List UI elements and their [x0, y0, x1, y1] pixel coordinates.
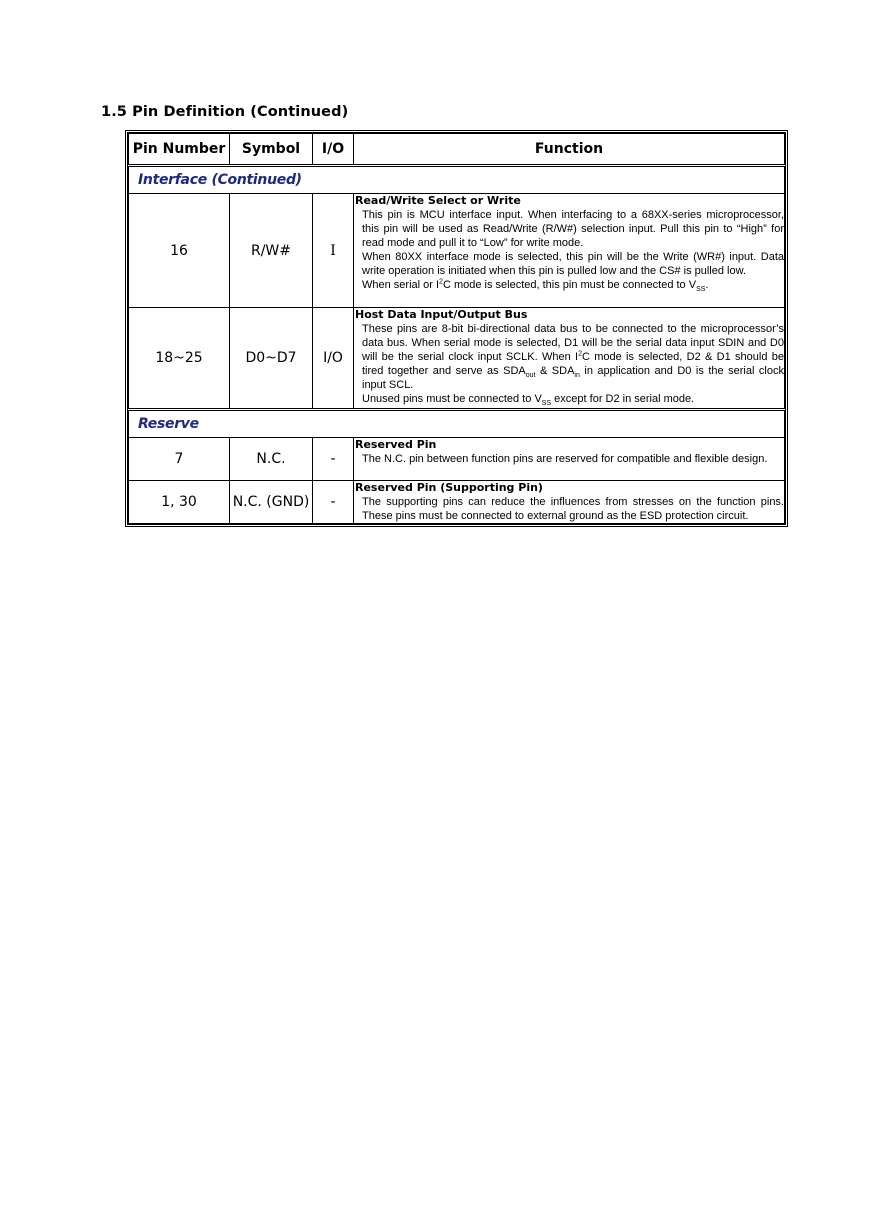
- pin-definition-table-frame: [125, 130, 788, 527]
- io-cell: I: [313, 194, 354, 308]
- function-paragraph: The N.C. pin between function pins are reserved for compatible and flexible design.: [362, 453, 768, 465]
- function-cell: [354, 481, 785, 524]
- function-paragraph: These pins are 8-bit bi-directional data bus to be connected to the microprocessor’s data bus. When serial mode is selected, D1 will be the serial data input SDIN and D0 will be the serial clock input SCLK. When $I^2C$ mode is selected, D2 & D1 should be tired together and serve as $SDA_{out}$ & $SDA_{in}$ in application and D0 is the serial clock input SCL.: [362, 323, 784, 392]
- table-header-row: [129, 134, 785, 166]
- category-row-interface: [129, 166, 785, 194]
- symbol-cell: R/W#: [230, 194, 313, 308]
- symbol-cell: D0~D7: [230, 308, 313, 410]
- function-paragraph: When 80XX interface mode is selected, this pin will be the Write (WR#) input. Data write operation is initiated when this pin is pulled low and the CS# is pulled low.: [362, 251, 784, 278]
- function-cell: [354, 438, 785, 481]
- symbol-cell: N.C.: [230, 438, 313, 481]
- function-title: Host Data Input/Output Bus: [355, 308, 528, 321]
- function-paragraph: The supporting pins can reduce the influences from stresses on the function pins. These pins must be connected to external ground as the ESD protection circuit.: [362, 496, 784, 523]
- header-function: Function: [354, 134, 785, 166]
- function-cell: [354, 194, 785, 308]
- io-cell: -: [313, 481, 354, 524]
- pin-number-cell: 18~25: [129, 308, 230, 410]
- function-paragraph: Unused pins must be connected to $V_{SS}$ except for D2 in serial mode.: [362, 393, 695, 408]
- table-row: [129, 194, 785, 308]
- io-cell: I/O: [313, 308, 354, 410]
- function-title: Reserved Pin: [355, 438, 437, 451]
- function-title: Read/Write Select or Write: [355, 194, 521, 207]
- header-pin-number: Pin Number: [129, 134, 230, 166]
- category-interface-continued: Interface (Continued): [129, 166, 785, 194]
- function-cell: [354, 308, 785, 410]
- section-title: 1.5 Pin Definition (Continued): [101, 104, 349, 120]
- pin-definition-table: [128, 133, 785, 524]
- header-io: I/O: [313, 134, 354, 166]
- pin-number-cell: 7: [129, 438, 230, 481]
- io-cell: -: [313, 438, 354, 481]
- pin-number-cell: 16: [129, 194, 230, 308]
- table-row: [129, 308, 785, 410]
- function-title: Reserved Pin (Supporting Pin): [355, 481, 543, 494]
- pin-number-cell: 1, 30: [129, 481, 230, 524]
- category-reserve: Reserve: [129, 410, 785, 438]
- function-paragraph: This pin is MCU interface input. When interfacing to a 68XX-series microprocessor, this pin will be used as Read/Write (R/W#) selection input. Pull this pin to “High” for read mode and pull it to “Low” for write mode.: [362, 209, 784, 250]
- category-row-reserve: [129, 410, 785, 438]
- symbol-cell: N.C. (GND): [230, 481, 313, 524]
- table-row: [129, 481, 785, 524]
- header-symbol: Symbol: [230, 134, 313, 166]
- table-row: [129, 438, 785, 481]
- function-paragraph: When serial or $I^2C$ mode is selected, this pin must be connected to $V_{SS}$.: [362, 278, 709, 294]
